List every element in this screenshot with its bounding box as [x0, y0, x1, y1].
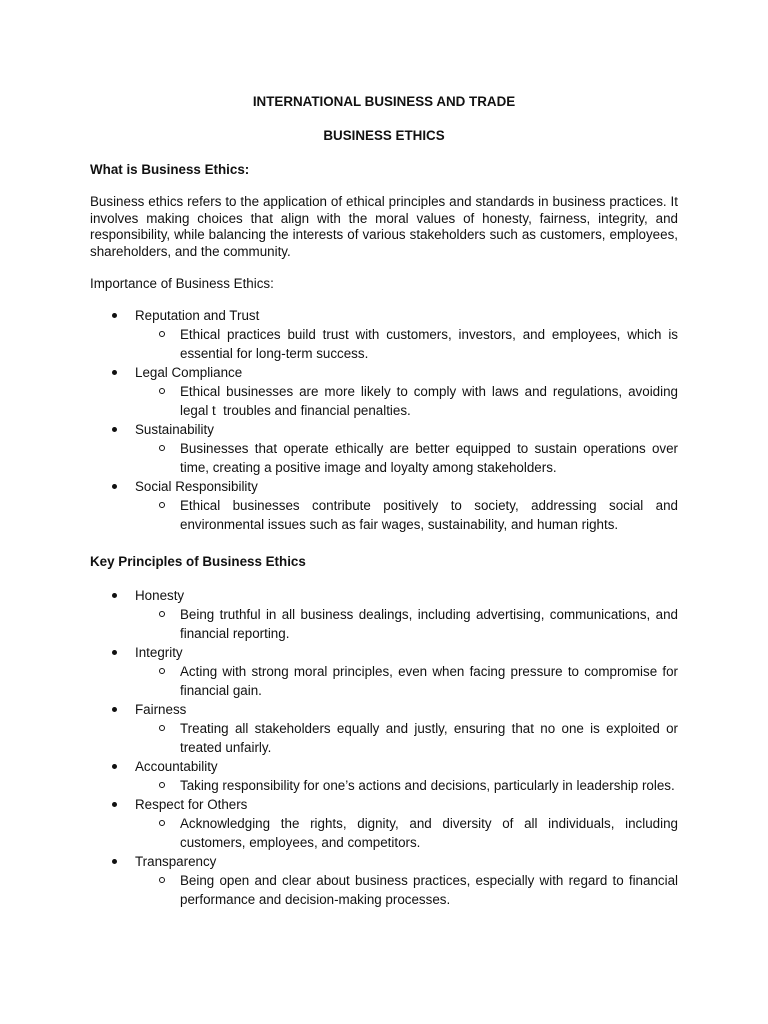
list-item-title: Fairness	[135, 702, 187, 717]
bullet-icon	[112, 859, 117, 864]
list-item-title: Social Responsibility	[135, 479, 258, 494]
sub-list-item-text: Treating all stakeholders equally and justly, ensuring that no one is exploited or treated unfairly.	[180, 721, 678, 755]
importance-label: Importance of Business Ethics:	[90, 276, 274, 291]
list-item	[90, 700, 678, 757]
sub-list-item	[135, 605, 678, 643]
hollow-bullet-icon	[159, 502, 165, 508]
intro-paragraph: Business ethics refers to the application of ethical principles and standards in business practices. It involves making choices that align with the moral values of honesty, fairness, integrity, and responsibility, while balancing the interests of various stakeholders such as customers, employees, shareholders, and the community.	[90, 194, 678, 259]
sub-list-item	[135, 662, 678, 700]
sub-list-item-text: Ethical practices build trust with customers, investors, and employees, which is essential for long-term success.	[180, 327, 678, 361]
sub-list-item-text: Taking responsibility for one’s actions and decisions, particularly in leadership roles.	[180, 778, 675, 793]
list-item-title: Reputation and Trust	[135, 308, 260, 323]
sub-list-item	[135, 325, 678, 363]
sub-list-item-text: Being open and clear about business practices, especially with regard to financial performance and decision-making processes.	[180, 873, 678, 907]
sub-list-item-text: Ethical businesses contribute positively to society, addressing social and environmental issues such as fair wages, sustainability, and human rights.	[180, 498, 678, 532]
list-item-title: Honesty	[135, 588, 185, 603]
hollow-bullet-icon	[159, 388, 165, 394]
list-item	[90, 795, 678, 852]
list-item	[90, 852, 678, 909]
sub-list-item	[135, 814, 678, 852]
sub-list-item	[135, 719, 678, 757]
list-item-title: Sustainability	[135, 422, 214, 437]
list-item-title: Integrity	[135, 645, 183, 660]
hollow-bullet-icon	[159, 331, 165, 337]
bullet-icon	[112, 427, 117, 432]
sub-list-item	[135, 382, 682, 420]
document-subtitle: BUSINESS ETHICS	[323, 128, 445, 143]
bullet-icon	[112, 764, 117, 769]
list-item	[90, 643, 678, 700]
list-item-title: Accountability	[135, 759, 218, 774]
sub-list-item	[135, 496, 678, 534]
list-item	[90, 363, 682, 420]
hollow-bullet-icon	[159, 820, 165, 826]
list-item	[90, 477, 678, 534]
sub-list-item	[135, 439, 678, 477]
sub-list-item	[135, 776, 678, 795]
hollow-bullet-icon	[159, 611, 165, 617]
sub-list-item-text: Acknowledging the rights, dignity, and diversity of all individuals, including customers, employees, and competitors.	[180, 816, 678, 850]
sub-list-item	[135, 871, 678, 909]
bullet-icon	[112, 484, 117, 489]
hollow-bullet-icon	[159, 725, 165, 731]
hollow-bullet-icon	[159, 782, 165, 788]
bullet-icon	[112, 802, 117, 807]
hollow-bullet-icon	[159, 445, 165, 451]
section-heading-what-is: What is Business Ethics:	[90, 162, 250, 177]
bullet-icon	[112, 707, 117, 712]
list-item	[90, 420, 678, 477]
list-item	[90, 757, 678, 795]
list-item-title: Respect for Others	[135, 797, 248, 812]
sub-list-item-text: Acting with strong moral principles, even when facing pressure to compromise for financial gain.	[180, 664, 678, 698]
sub-list-item-text: Ethical businesses are more likely to comply with laws and regulations, avoiding legal t troubles and financial penalties.	[180, 384, 682, 418]
sub-list-item-text: Being truthful in all business dealings, including advertising, communications, and financial reporting.	[180, 607, 678, 641]
list-item-title: Transparency	[135, 854, 217, 869]
list-item	[90, 586, 678, 643]
importance-list	[90, 306, 682, 534]
section-heading-key-principles: Key Principles of Business Ethics	[90, 554, 306, 569]
sub-list-item-text: Businesses that operate ethically are better equipped to sustain operations over time, creating a positive image and loyalty among stakeholders.	[180, 441, 678, 475]
hollow-bullet-icon	[159, 668, 165, 674]
document-title: INTERNATIONAL BUSINESS AND TRADE	[252, 94, 516, 109]
bullet-icon	[112, 650, 117, 655]
principles-list	[90, 586, 678, 909]
list-item-title: Legal Compliance	[135, 365, 243, 380]
bullet-icon	[112, 593, 117, 598]
list-item	[90, 306, 678, 363]
bullet-icon	[112, 313, 117, 318]
bullet-icon	[112, 370, 117, 375]
hollow-bullet-icon	[159, 877, 165, 883]
